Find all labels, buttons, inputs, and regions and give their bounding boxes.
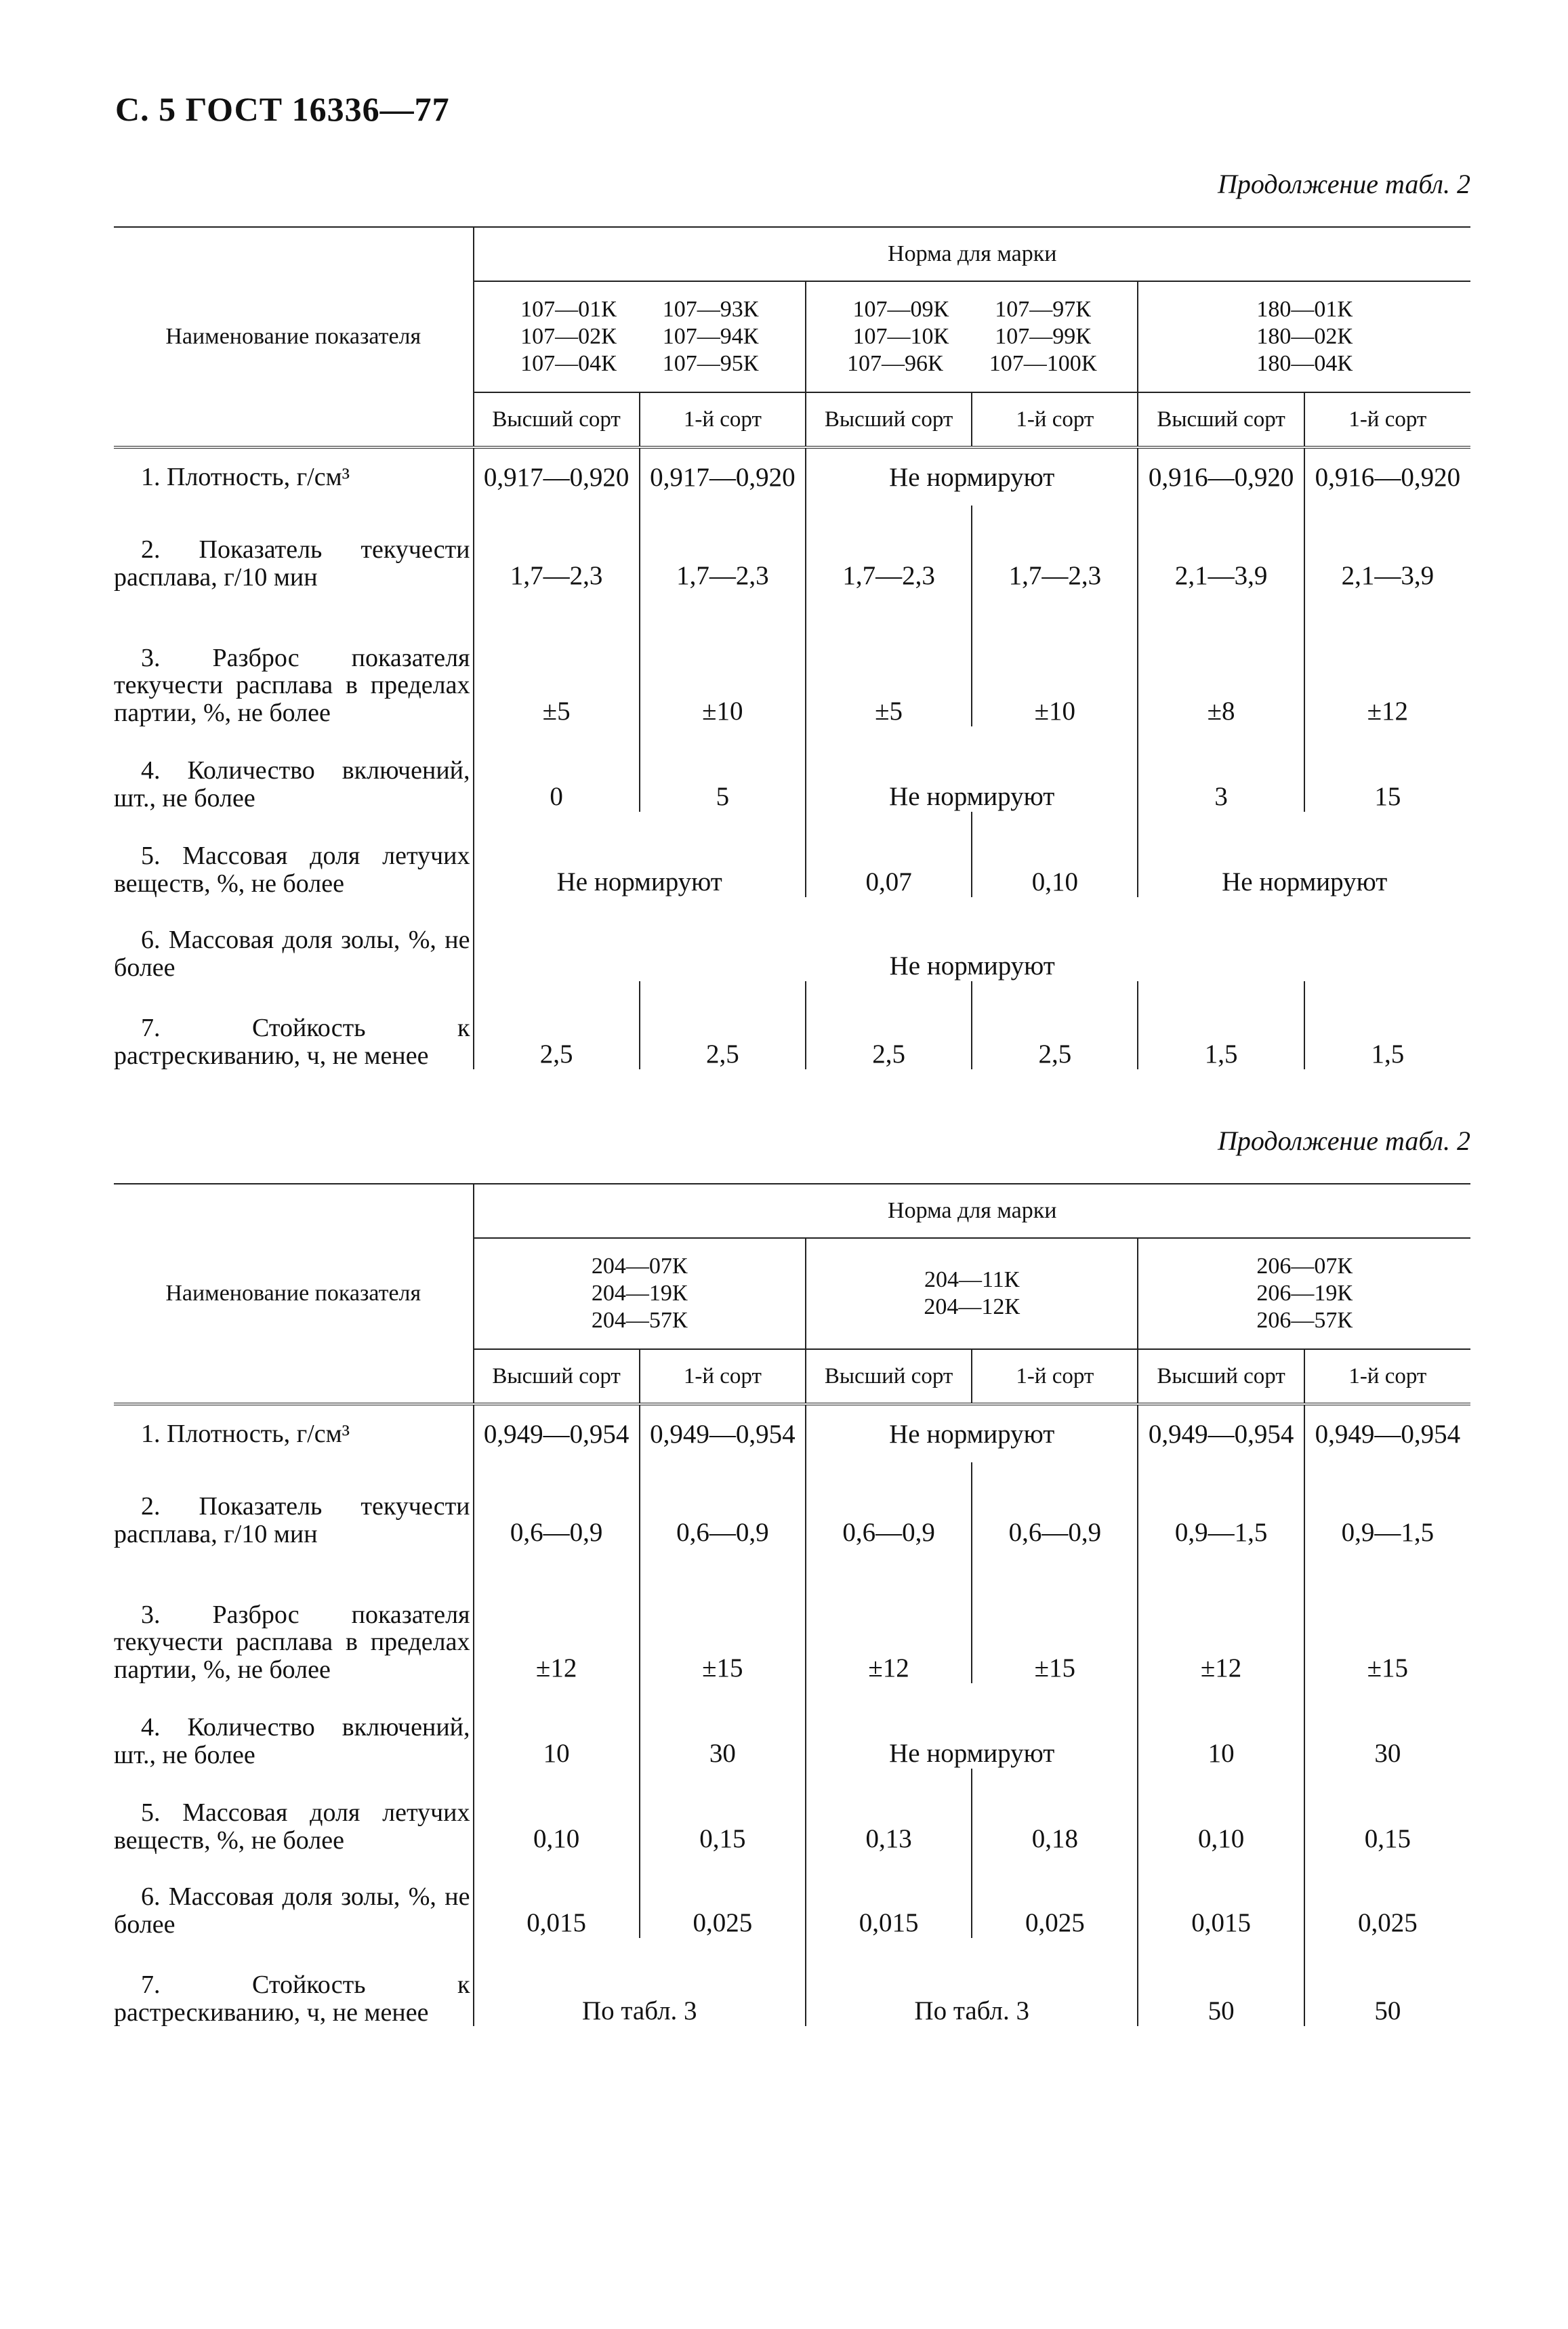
value-cell: 0,015 xyxy=(527,1908,586,1937)
mark-label: 180—04К xyxy=(1256,351,1353,377)
mark-label: 107—02К 107—94К xyxy=(520,323,759,349)
table-row xyxy=(114,591,1470,726)
value-cell: ±12 xyxy=(1138,1548,1304,1683)
value-cell: 30 xyxy=(1304,1683,1470,1769)
value-cell: 0,15 xyxy=(1304,1769,1470,1854)
value-cell: 0,6—0,9 xyxy=(806,1462,972,1548)
value-cell: ±10 xyxy=(640,591,806,726)
value-cell: 0,025 xyxy=(972,1854,1138,1938)
row-indicator-name xyxy=(114,1854,474,1938)
indicator-text: 7. Стойкость к растрескиванию, ч, не менее xyxy=(114,1014,470,1070)
table-row xyxy=(114,897,1470,981)
indicator-text: 2. Показатель текучести расплава, г/10 мин xyxy=(114,535,470,592)
indicator-text: 7. Стойкость к растрескиванию, ч, не менее xyxy=(114,1971,470,2027)
row-indicator-name xyxy=(114,1938,474,2026)
row-indicator-name xyxy=(114,812,474,897)
mark-group xyxy=(806,281,1138,392)
value-cell: 0,015 xyxy=(1138,1854,1304,1938)
mark-label: 204—57К xyxy=(591,1308,688,1334)
table-row xyxy=(114,726,1470,812)
value-cell: Не нормируют xyxy=(556,867,722,896)
value-cell: 0,949—0,954 xyxy=(1138,1404,1304,1462)
table-row xyxy=(114,1548,1470,1683)
mark-label: 204—07К xyxy=(591,1253,688,1279)
indicator-text: 5. Массовая доля летучих веществ, %, не более xyxy=(114,1798,470,1855)
value-cell: 50 xyxy=(1304,1938,1470,2026)
table-row xyxy=(114,506,1470,591)
indicator-text: 5. Массовая доля летучих веществ, %, не более xyxy=(114,842,470,898)
indicator-text: 6. Массовая доля золы, %, не более xyxy=(114,926,470,982)
row-indicator-name xyxy=(114,1462,474,1548)
value-cell: 50 xyxy=(1138,1938,1304,2026)
mark-label: 204—19К xyxy=(591,1280,688,1306)
grade-header: 1-й сорт xyxy=(972,1349,1138,1404)
indicator-text: 1. Плотность, г/см³ xyxy=(141,1419,350,1448)
table-row xyxy=(114,1404,1470,1462)
grade-header: 1-й сорт xyxy=(1304,1349,1470,1404)
row-indicator-name xyxy=(114,1548,474,1683)
table-row xyxy=(114,812,1470,897)
value-cell: 0,917—0,920 xyxy=(483,462,630,492)
mark-label: 107—96К 107—100К xyxy=(847,351,1097,377)
value-cell: 0,18 xyxy=(972,1769,1138,1854)
row-indicator-name xyxy=(114,897,474,981)
value-cell: 0,015 xyxy=(806,1854,972,1938)
table-2-caption: Продолжение табл. 2 xyxy=(1217,1126,1470,1156)
value-cell: 2,5 xyxy=(972,981,1138,1069)
value-cell: Не нормируют xyxy=(806,1404,1138,1462)
mark-group xyxy=(1138,281,1470,392)
grade-header: 1-й сорт xyxy=(972,392,1138,447)
value-cell: По табл. 3 xyxy=(806,1938,1138,2026)
value-cell: 0,10 xyxy=(972,812,1138,897)
grade-header: 1-й сорт xyxy=(640,1349,806,1404)
table-row xyxy=(114,1938,1470,2026)
value-cell: 1,7—2,3 xyxy=(972,506,1138,591)
table-row xyxy=(114,1462,1470,1548)
indicator-text: 6. Массовая доля золы, %, не более xyxy=(114,1882,470,1939)
value-cell: 0,916—0,920 xyxy=(1304,447,1470,506)
value-cell: 0,949—0,954 xyxy=(483,1419,630,1449)
specification-table-2 xyxy=(114,1183,1470,2026)
value-cell: 2,1—3,9 xyxy=(1138,506,1304,591)
value-cell: ±8 xyxy=(1138,591,1304,726)
value-cell: Не нормируют xyxy=(889,951,1055,981)
value-cell: Не нормируют xyxy=(806,726,1138,812)
grade-header: Высший сорт xyxy=(474,392,640,447)
value-cell: 0,025 xyxy=(640,1854,806,1938)
value-cell: 3 xyxy=(1138,726,1304,812)
value-cell: 0,15 xyxy=(640,1769,806,1854)
table-row xyxy=(114,1683,1470,1769)
mark-group xyxy=(474,1238,806,1349)
mark-label: 206—57К xyxy=(1256,1308,1353,1334)
value-cell: По табл. 3 xyxy=(581,1996,697,2025)
indicator-text: 3. Разброс показателя текучести расплава в пределах партии, %, не более xyxy=(114,1601,470,1684)
value-cell: 1,7—2,3 xyxy=(510,561,603,590)
value-cell: 0,6—0,9 xyxy=(510,1518,603,1547)
value-cell: Не нормируют xyxy=(806,447,1138,506)
row-indicator-name xyxy=(114,726,474,812)
value-cell: 1,7—2,3 xyxy=(640,506,806,591)
column-header-indicator: Наименование показателя xyxy=(114,1184,474,1404)
grade-header: Высший сорт xyxy=(474,1349,640,1404)
value-cell: ±15 xyxy=(640,1548,806,1683)
row-indicator-name xyxy=(114,447,474,506)
value-cell: 1,5 xyxy=(1138,981,1304,1069)
specification-table-1 xyxy=(114,226,1470,1069)
value-cell: 0,6—0,9 xyxy=(972,1462,1138,1548)
value-cell: 30 xyxy=(640,1683,806,1769)
mark-label: 107—04К 107—95К xyxy=(520,351,759,377)
column-header-norm: Норма для марки xyxy=(474,1184,1470,1238)
mark-group xyxy=(806,1238,1138,1349)
indicator-text: 4. Количество включений, шт., не более xyxy=(114,756,470,812)
value-cell: ±5 xyxy=(542,697,571,726)
value-cell: 15 xyxy=(1304,726,1470,812)
mark-label: 107—01К 107—93К xyxy=(520,296,759,322)
row-indicator-name xyxy=(114,1404,474,1462)
value-cell: ±10 xyxy=(972,591,1138,726)
grade-header: Высший сорт xyxy=(806,392,972,447)
row-indicator-name xyxy=(114,591,474,726)
grade-header: Высший сорт xyxy=(806,1349,972,1404)
mark-label: 204—11К xyxy=(924,1266,1020,1292)
mark-label: 180—02К xyxy=(1256,323,1353,349)
indicator-text: 4. Количество включений, шт., не более xyxy=(114,1713,470,1769)
mark-label: 107—09К 107—97К xyxy=(852,296,1091,322)
column-header-indicator: Наименование показателя xyxy=(114,227,474,447)
value-cell: 2,5 xyxy=(806,981,972,1069)
grade-header: 1-й сорт xyxy=(640,392,806,447)
value-cell: 0,917—0,920 xyxy=(640,447,806,506)
value-cell: 0,9—1,5 xyxy=(1138,1462,1304,1548)
mark-label: 107—10К 107—99К xyxy=(852,323,1091,349)
mark-label: 180—01К xyxy=(1256,296,1353,322)
value-cell: 1,5 xyxy=(1304,981,1470,1069)
row-indicator-name xyxy=(114,1769,474,1854)
value-cell: Не нормируют xyxy=(1138,812,1470,897)
row-indicator-name xyxy=(114,506,474,591)
value-cell: 0,949—0,954 xyxy=(1304,1404,1470,1462)
mark-group xyxy=(474,281,806,392)
mark-label: 206—07К xyxy=(1256,1253,1353,1279)
indicator-text: 2. Показатель текучести расплава, г/10 мин xyxy=(114,1492,470,1548)
value-cell: 0 xyxy=(550,782,563,811)
indicator-text: 3. Разброс показателя текучести расплава в пределах партии, %, не более xyxy=(114,644,470,727)
table-row xyxy=(114,1854,1470,1938)
table-row xyxy=(114,447,1470,506)
value-cell: 10 xyxy=(1138,1683,1304,1769)
value-cell: 0,10 xyxy=(533,1824,580,1853)
value-cell: 2,1—3,9 xyxy=(1304,506,1470,591)
value-cell: Не нормируют xyxy=(806,1683,1138,1769)
value-cell: 1,7—2,3 xyxy=(806,506,972,591)
value-cell: 0,025 xyxy=(1304,1854,1470,1938)
value-cell: 10 xyxy=(543,1739,570,1768)
table-row xyxy=(114,981,1470,1069)
table-row xyxy=(114,1769,1470,1854)
value-cell: 0,9—1,5 xyxy=(1304,1462,1470,1548)
mark-group xyxy=(1138,1238,1470,1349)
mark-label: 204—12К xyxy=(924,1294,1020,1319)
row-indicator-name xyxy=(114,1683,474,1769)
value-cell: ±15 xyxy=(1304,1548,1470,1683)
value-cell: 2,5 xyxy=(539,1039,573,1069)
value-cell: 2,5 xyxy=(640,981,806,1069)
value-cell: ±15 xyxy=(972,1548,1138,1683)
value-cell: 0,07 xyxy=(806,812,972,897)
value-cell: ±12 xyxy=(535,1653,577,1683)
value-cell: 0,916—0,920 xyxy=(1138,447,1304,506)
grade-header: Высший сорт xyxy=(1138,1349,1304,1404)
value-cell: 0,6—0,9 xyxy=(640,1462,806,1548)
indicator-text: 1. Плотность, г/см³ xyxy=(141,462,350,491)
value-cell: ±5 xyxy=(806,591,972,726)
value-cell: ±12 xyxy=(806,1548,972,1683)
grade-header: Высший сорт xyxy=(1138,392,1304,447)
value-cell: 0,13 xyxy=(806,1769,972,1854)
value-cell: ±12 xyxy=(1304,591,1470,726)
value-cell: 0,10 xyxy=(1138,1769,1304,1854)
grade-header: 1-й сорт xyxy=(1304,392,1470,447)
value-cell: 0,949—0,954 xyxy=(640,1404,806,1462)
page-header: С. 5 ГОСТ 16336—77 xyxy=(115,90,450,128)
table-1-caption: Продолжение табл. 2 xyxy=(1217,169,1470,199)
column-header-norm: Норма для марки xyxy=(474,227,1470,281)
row-indicator-name xyxy=(114,981,474,1069)
value-cell: 5 xyxy=(640,726,806,812)
mark-label: 206—19К xyxy=(1256,1280,1353,1306)
